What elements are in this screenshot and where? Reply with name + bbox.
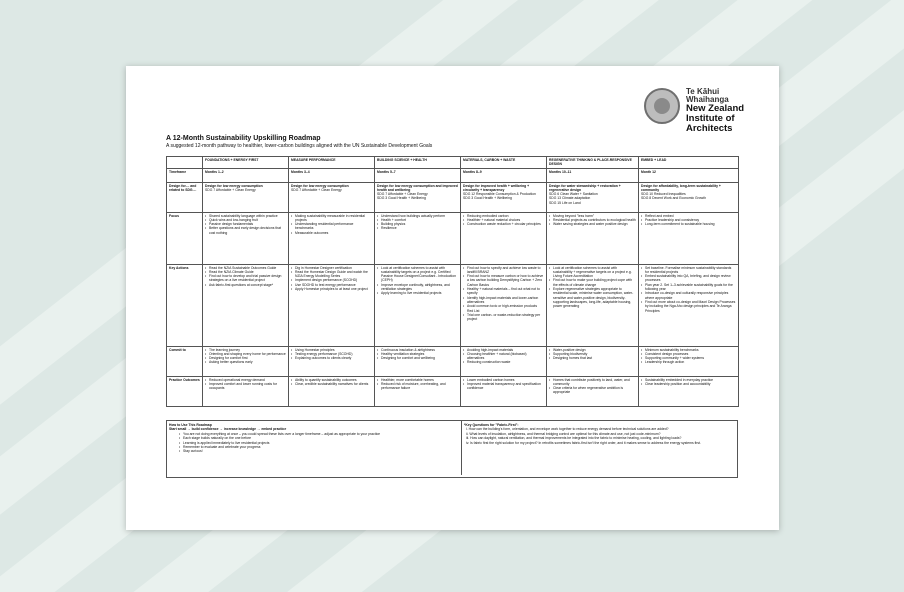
cell-line: Design for low energy consumption: [205, 183, 263, 188]
list-item: • Plan year 2. Set 1–3 achievable sustainability goals for the following year: [641, 283, 736, 292]
key-question-item: iv. Is fabric first the right solution for my project? In retrofits sometimes fabric-first isn't the right order, and it makes sense to address the energy systems first.: [466, 440, 702, 445]
list-item: • Building physics: [377, 222, 458, 226]
table-row-design-for: [167, 182, 739, 212]
cell-line: SDG 13 Climate adaptation: [549, 196, 591, 201]
bullet-list: [549, 214, 636, 227]
list-item: • Residential projects as contributors to ecological health: [549, 218, 636, 222]
list-item: • Measurable outcomes: [291, 231, 372, 235]
bullet-list: [549, 378, 636, 395]
list-item: • Understand how buildings actually perform: [377, 214, 458, 218]
list-item: • Clear leadership position and accountability: [641, 382, 736, 386]
bullet-list: [205, 266, 286, 287]
list-item: • Quick wins and low-hanging fruit: [205, 218, 286, 222]
cell-line: SDG 3 Good Health + Wellbeing: [377, 196, 426, 201]
list-item: • Orienting and shaping every home for performance: [205, 352, 286, 356]
row-label: Design for.... and related to SDG....: [167, 182, 203, 212]
list-item: • Shared sustainability language within practice: [205, 214, 286, 218]
row-label: Focus: [167, 212, 203, 264]
document-title: A 12-Month Sustainability Upskilling Roadmap: [166, 135, 321, 142]
list-item: • Minimum sustainability benchmarks: [641, 348, 736, 352]
table-row-timeframe: [167, 168, 739, 182]
key-questions-section: [461, 421, 735, 475]
list-item: • Remember to evaluate and celebrate your progress: [179, 445, 457, 449]
list-item: • Understanding residential performance benchmarks: [291, 222, 372, 231]
cell-line: SDG 15 Life on Land: [549, 200, 581, 205]
table-header-cell: REGENERATIVE THINKING & PLACE-RESPONSIVE DESIGN: [547, 157, 639, 169]
table-row-practice: [167, 376, 739, 406]
list-item: • Water-positive design: [549, 348, 636, 352]
how-to-use-lead: Start small → build confidence → increase knowledge → embed practice: [169, 427, 287, 432]
table-row-commit: [167, 346, 739, 376]
list-item: • Trial one carbon- or waste-reduction strategy per project: [463, 313, 544, 322]
list-item: • Read the Homestar Design Guide and watch the NZIA Energy Modelling Series: [291, 270, 372, 279]
bullet-list: [549, 266, 636, 309]
table-cell: Months 1–2: [203, 168, 289, 182]
list-item: • Moving beyond "less harm": [549, 214, 636, 218]
table-header-cell: BUILDING SCIENCE + HEALTH: [375, 157, 461, 169]
cell-line: SDG 7 Affordable + Clean Energy: [205, 187, 256, 192]
table-cell: [639, 346, 739, 376]
bullet-list: [291, 266, 372, 292]
list-item: • Read the NZIA Climate Guide: [205, 270, 286, 274]
list-item: • Apply Homestar principles to at least one project: [291, 287, 372, 291]
table-row-focus: [167, 212, 739, 264]
list-item: • Find out how to make your building project cope with the effects of climate change: [549, 278, 636, 287]
list-item: • Passive design fundamentals: [205, 222, 286, 226]
list-item: • Supporting community + wider systems: [641, 356, 736, 360]
table-cell: [547, 264, 639, 346]
bullet-list: [377, 266, 458, 296]
table-cell: [547, 212, 639, 264]
bullet-list: [205, 348, 286, 365]
roadmap-table: [166, 156, 739, 407]
list-item: • Identify high-impact materials and lower-carbon alternatives: [463, 296, 544, 305]
list-item: • Water saving strategies and water positive design: [549, 222, 636, 226]
list-item: • Asking better questions early: [205, 360, 286, 364]
table-cell: [203, 346, 289, 376]
cell-line: SDG 10 Reduced Inequalities: [641, 192, 686, 197]
list-item: • Designing homes that last: [549, 356, 636, 360]
bullet-list: [549, 348, 636, 361]
list-item: • Apply learning to live residential projects: [377, 291, 458, 295]
list-item: • Healthier, more comfortable homes: [377, 378, 458, 382]
table-cell: Months 8–9: [461, 168, 547, 182]
list-item: • Homes that contribute positively to land, water, and community: [549, 378, 636, 387]
list-item: • Designing for comfort first: [205, 356, 286, 360]
cell-line: Design for low energy consumption and improved health and wellbeing: [377, 183, 458, 192]
list-item: • Improve envelope continuity, airtightness, and ventilation strategies: [377, 283, 458, 292]
list-item: • Avoid common toxic or high-emission products Red List: [463, 304, 544, 313]
table-cell: [461, 182, 547, 212]
list-item: • Explaining outcomes to clients clearly: [291, 356, 372, 360]
list-item: • Clear, credible sustainability narratives for clients: [291, 382, 372, 386]
cell-line: Design for water stewardship + restoration + regenerative design: [549, 183, 621, 192]
table-cell: [289, 376, 375, 406]
table-cell: [639, 212, 739, 264]
row-label: Timeframe: [167, 168, 203, 182]
cell-line: SDG 3 Good Health + Wellbeing: [463, 196, 512, 201]
table-cell: [639, 264, 739, 346]
table-cell: [203, 182, 289, 212]
key-question-item: ii. What levels of insulation, airtightness, and thermal bridging control are optimal for this climate and use, not just code-minimum?: [466, 431, 661, 436]
table-cell: [461, 346, 547, 376]
logo-en-line3: Architects: [686, 123, 733, 134]
list-item: • Look at certification schemes to assist with sustainability + regenerative targets on a project e.g. Living Future Accreditation: [549, 266, 636, 279]
cell-line: SDG 6 Clean Water + Sanitation: [549, 192, 598, 197]
list-item: • Ability to quantify sustainability outcomes: [291, 378, 372, 382]
table-cell: [289, 346, 375, 376]
list-item: • Improved comfort and lower running costs for occupants: [205, 382, 286, 391]
table-cell: [375, 264, 461, 346]
logo-maori-line2: Whaihanga: [686, 95, 729, 104]
list-item: • Healthy ventilation strategies: [377, 352, 458, 356]
how-to-use-title: How to Use This Roadmap: [169, 423, 212, 427]
list-item: • Practice leadership and consistency: [641, 218, 736, 222]
table-cell: [203, 212, 289, 264]
list-item: • Leadership through action: [641, 360, 736, 364]
list-item: • Consistent design processes: [641, 352, 736, 356]
bullet-list: [641, 348, 736, 365]
list-item: • Health + comfort: [377, 218, 458, 222]
list-item: • Choosing healthier + natural (biobased) alternatives: [463, 352, 544, 361]
table-row-actions: [167, 264, 739, 346]
table-cell: [461, 376, 547, 406]
list-item: • Healthy + natural materials – find out what not to specify: [463, 287, 544, 296]
nzia-seal-icon: [644, 88, 680, 124]
table-header-cell: MATERIALS, CARBON + WASTE: [461, 157, 547, 169]
list-item: • Continuous insulation & airtightness: [377, 348, 458, 352]
cell-line: SDG 12 Responsible Consumption & Production: [463, 192, 536, 197]
list-item: • Testing energy performance (SCOHD): [291, 352, 372, 356]
list-item: • Long-term commitment to sustainable housing: [641, 222, 736, 226]
list-item: • Ask fabric-first questions at concept stage*: [205, 283, 286, 287]
list-item: • Set baseline. Formalise minimum sustainability standards for residential projects: [641, 266, 736, 275]
table-cell: Months 3–4: [289, 168, 375, 182]
list-item: • Find out how to specify and achieve low waste to landfill BRANZ: [463, 266, 544, 275]
table-cell: [375, 376, 461, 406]
table-cell: [289, 264, 375, 346]
bullet-list: [291, 214, 372, 235]
key-question-item: iii. How can daylight, natural ventilation, and thermal improvements be integrated into the fabric to minimise heating, cooling, and lighting loads?: [466, 436, 682, 441]
list-item: • Embed sustainability into QA, briefing, and design review processes: [641, 274, 736, 283]
table-cell: [375, 346, 461, 376]
cell-line: SDG 7 Affordable + Clean Energy: [291, 187, 342, 192]
list-item: • Use SDOHD to test energy performance: [291, 283, 372, 287]
list-item: • Reducing embodied carbon: [463, 214, 544, 218]
list-item: • The learning journey: [205, 348, 286, 352]
key-question-item: i. How can the building's form, orientation, and envelope work together to reduce energy demand before technical solutions are added?: [466, 427, 669, 432]
table-cell: [203, 264, 289, 346]
list-item: • Making sustainability measurable in residential projects: [291, 214, 372, 223]
table-cell: [461, 264, 547, 346]
bullet-list: [377, 348, 458, 361]
list-item: • Reduced operational energy demand: [205, 378, 286, 382]
logo-maori-line1: Te Kāhui: [686, 87, 720, 96]
cell-line: Design for improved health + wellbeing + circularity + transparency: [463, 183, 530, 192]
table-header-cell: FOUNDATIONS + ENERGY FIRST: [203, 157, 289, 169]
list-item: • Find out more about co-design and Maori Design Processes by including the Nga Aho design principles and Te Aranga Principles: [641, 300, 736, 313]
list-item: • Using Homestar principles: [291, 348, 372, 352]
list-item: • Look at certification schemes to assist with sustainability targets on a project e.g. Certified Passive House Designer/Consultant - Introduction (CEPH): [377, 266, 458, 283]
list-item: • Find out how to measure carbon or how to achieve a low carbon building Demystifying Carbon + Zero Carbon Basics: [463, 274, 544, 287]
key-questions-list: [464, 427, 735, 445]
list-item: • Find out how to develop and trial passive design strategies on a live residential project: [205, 274, 286, 283]
cell-line: Design for low energy consumption: [291, 183, 349, 188]
list-item: • You are not doing everything at once – you could spread these lists over a longer timeframe – adjust as appropriate to your practice: [179, 432, 457, 436]
bullet-list: [463, 378, 544, 391]
table-header-row: [167, 157, 739, 169]
row-label: Key Actions: [167, 264, 203, 346]
list-item: • Sustainability embedded in everyday practice: [641, 378, 736, 382]
list-item: • Lower embodied carbon homes: [463, 378, 544, 382]
how-to-use-section: [169, 423, 457, 454]
list-item: • Each stage builds naturally on the one before: [179, 436, 457, 440]
bullet-list: [377, 378, 458, 391]
table-header-cell: EMBED + LEAD: [639, 157, 739, 169]
bullet-list: [463, 214, 544, 227]
bullet-list: [377, 214, 458, 231]
list-item: • Reduced risk of moisture, overheating, and performance failure: [377, 382, 458, 391]
list-item: • Read the NZIA Sustainable Outcomes Guide: [205, 266, 286, 270]
list-item: • Explore regenerative strategies appropriate to residential scale, minimise water consumption, water-sensitive and water-positive design, biodiversity-supporting landscapes, long-life, adaptable housing, power generating: [549, 287, 636, 308]
list-item: • Better questions and early design decisions that cost nothing: [205, 226, 286, 235]
table-cell: [461, 212, 547, 264]
bullet-list: [291, 378, 372, 387]
list-item: • Avoiding high-impact materials: [463, 348, 544, 352]
bullet-list: [641, 378, 736, 387]
table-cell: [203, 376, 289, 406]
bullet-list: [641, 266, 736, 313]
key-questions-title: *Key Questions for "Fabric-First":: [464, 423, 519, 427]
list-item: • Supporting biodiversity: [549, 352, 636, 356]
table-cell: Month 12: [639, 168, 739, 182]
logo-en-line1: New Zealand: [686, 103, 745, 114]
bullet-list: [463, 266, 544, 322]
table-cell: [375, 212, 461, 264]
table-cell: [289, 212, 375, 264]
bullet-list: [205, 214, 286, 235]
list-item: • Construction waste reduction + circular principles: [463, 222, 544, 226]
list-item: • Stay curious!: [179, 449, 457, 453]
table-cell: [547, 182, 639, 212]
list-item: • Reducing construction waste: [463, 360, 544, 364]
table-cell: [289, 182, 375, 212]
table-cell: Months 10–11: [547, 168, 639, 182]
table-cell: [547, 376, 639, 406]
cell-line: SDG 8 Decent Work and Economic Growth: [641, 196, 706, 201]
list-item: • Clear criteria for when regenerative ambition is appropriate: [549, 386, 636, 395]
list-item: • Dig in Homestar Designer certification: [291, 266, 372, 270]
list-item: • Learning is applied immediately to live residential projects: [179, 441, 457, 445]
list-item: • Reflect and embed: [641, 214, 736, 218]
row-label: Commit to: [167, 346, 203, 376]
row-label: Practice Outcomes: [167, 376, 203, 406]
table-header-cell: MEASURE PERFORMANCE: [289, 157, 375, 169]
list-item: • Resilience: [377, 226, 458, 230]
list-item: • Healthier + natural material choices: [463, 218, 544, 222]
document-subtitle: A suggested 12-month pathway to healthier, lower-carbon buildings aligned with the UN Sustainable Development Goals: [166, 143, 433, 149]
cell-line: Design for affordability, long-term sustainability + community: [641, 183, 721, 192]
roadmap-footer: [166, 420, 738, 478]
document-page: [126, 66, 779, 530]
table-header-cell: [167, 157, 203, 169]
cell-line: SDG 7 Affordable + Clean Energy: [377, 192, 428, 197]
how-to-use-list: [169, 432, 457, 454]
logo-text: [686, 88, 744, 134]
table-cell: Months 5–7: [375, 168, 461, 182]
list-item: • Introduce co-design and culturally responsive principles where appropriate: [641, 291, 736, 300]
table-cell: [639, 182, 739, 212]
bullet-list: [641, 214, 736, 227]
nzia-logo: [644, 88, 774, 132]
table-cell: [375, 182, 461, 212]
bullet-list: [463, 348, 544, 365]
bullet-list: [205, 378, 286, 391]
table-cell: [639, 376, 739, 406]
list-item: • Improved material transparency and specification confidence: [463, 382, 544, 391]
bullet-list: [291, 348, 372, 361]
list-item: • Designing for comfort and wellbeing: [377, 356, 458, 360]
list-item: • Implement design performance (SCOHD): [291, 278, 372, 282]
table-cell: [547, 346, 639, 376]
logo-en-line2: Institute of: [686, 113, 735, 124]
